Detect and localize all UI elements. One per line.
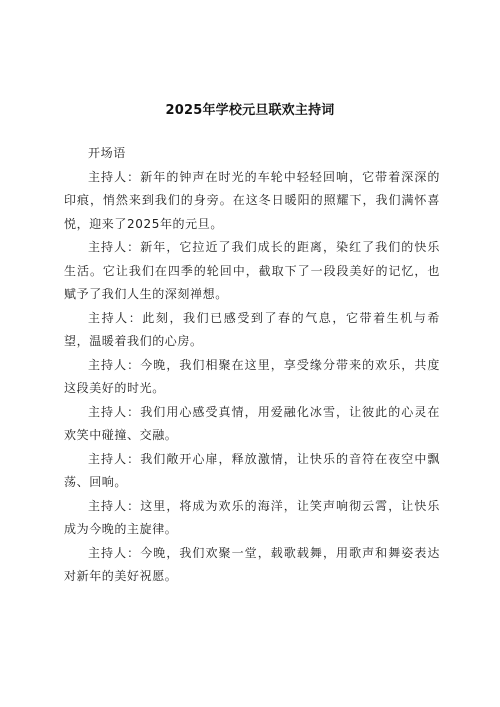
paragraph: 主持人：这里，将成为欢乐的海洋，让笑声响彻云霄，让快乐成为今晚的主旋律。 <box>64 498 440 536</box>
paragraph: 主持人：今晚，我们欢聚一堂，载歌载舞，用歌声和舞姿表达对新年的美好祝愿。 <box>64 545 440 583</box>
paragraph: 主持人：新年，它拉近了我们成长的距离，染红了我们的快乐生活。它让我们在四季的轮回中，截取下了一段段美好的记忆，也赋予了我们人生的深刻禅想。 <box>64 240 440 301</box>
document-body <box>64 142 440 589</box>
paragraph: 主持人：今晚，我们相聚在这里，享受缘分带来的欢乐，共度这段美好的时光。 <box>64 357 440 395</box>
paragraph: 主持人：新年的钟声在时光的车轮中轻轻回响，它带着深深的印痕，悄然来到我们的身旁。在这冬日暖阳的照耀下，我们满怀喜悦，迎来了2025年的元旦。 <box>64 169 440 231</box>
section-heading: 开场语 <box>88 146 126 160</box>
paragraph: 主持人：此刻，我们已感受到了春的气息，它带着生机与希望，温暖着我们的心房。 <box>64 310 440 348</box>
paragraph: 主持人：我们敞开心扉，释放激情，让快乐的音符在夜空中飘荡、回响。 <box>64 451 440 489</box>
document-title: 2025年学校元旦联欢主持词 <box>165 103 335 118</box>
paragraph: 主持人：我们用心感受真情，用爱融化冰雪，让彼此的心灵在欢笑中碰撞、交融。 <box>64 404 440 442</box>
